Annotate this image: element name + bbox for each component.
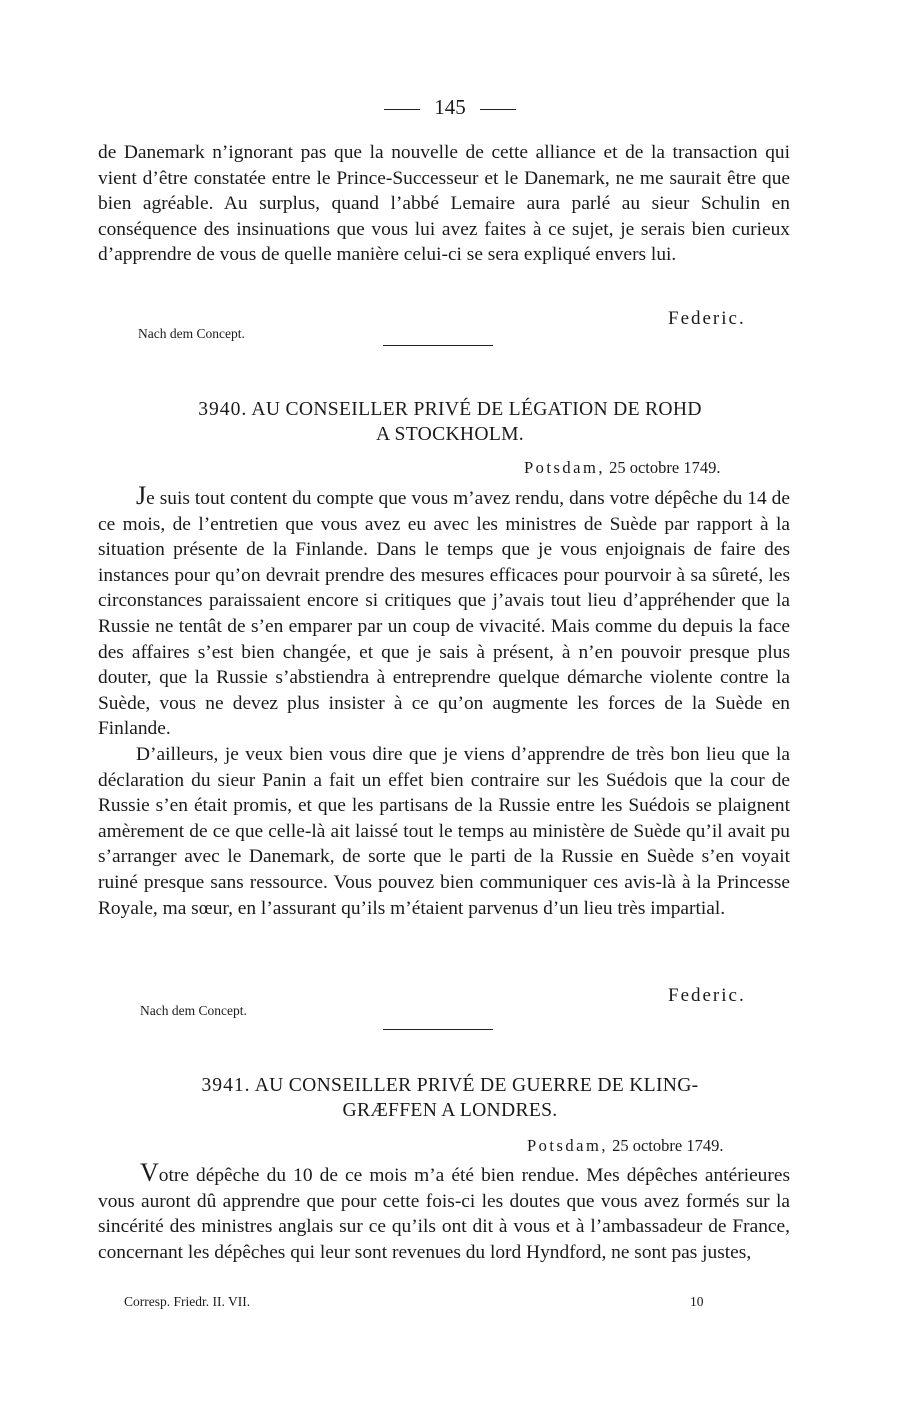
letter-3940-initial: J bbox=[136, 481, 147, 510]
letter-3941-initial: V bbox=[140, 1158, 159, 1187]
letter-3940-number: 3940. bbox=[198, 399, 248, 420]
letter-3941-number: 3941. bbox=[201, 1075, 251, 1096]
letter-3941-paragraph-1-text: otre dépêche du 10 de ce mois m’a été bien rendue. Mes dépêches antérieures vous auront dû apprendre que pour cette fois-ci les doutes que vous avez formés sur la sincérité des ministres anglais sur ce qu’ils ont dit à vous et à l’ambassadeur de France, concernant les dépêches qui leur sont revenues du lord Hyndford, ne sont pas justes, bbox=[98, 1165, 790, 1263]
intro-source-note: Nach dem Concept. bbox=[138, 326, 245, 341]
footer-signature-number: 10 bbox=[690, 1294, 704, 1309]
letter-3940-paragraph-2: D’ailleurs, je veux bien vous dire que je viens d’apprendre de très bon lieu que la déclaration du sieur Panin a fait un effet bien contraire sur les Suédois que la cour de Russie s’en était promis, et que les partisans de la Russie entre les Suédois se plaignent amèrement de ce que celle-là ait laissé tout le temps au ministère de Suède qu’il avait pu s’arranger avec le Danemark, de sorte que le parti de la Russie en Suède s’en voyait ruiné presque sans ressource. Vous pouvez bien communiquer ces avis-là à la Princesse Royale, ma sœur, en l’assurant qu’ils m’étaient parvenus d’un lieu très impartial. bbox=[98, 743, 790, 919]
page-number-dash-left bbox=[384, 109, 420, 110]
footer-series-title: Corresp. Friedr. II. VII. bbox=[124, 1294, 251, 1309]
letter-3941-body bbox=[98, 1160, 790, 1265]
letter-3940-heading bbox=[110, 397, 790, 447]
letter-3941-heading-line1: AU CONSEILLER PRIVÉ DE GUERRE DE KLING- bbox=[254, 1075, 699, 1096]
intro-block bbox=[98, 140, 790, 268]
letter-3940-place: Potsdam, bbox=[524, 458, 605, 477]
letter-3940-body bbox=[98, 483, 790, 921]
letter-3940-paragraph-1-text: e suis tout content du compte que vous m’avez rendu, dans votre dépêche du 14 de ce mois, de l’entretien que vous avez eu avec les ministres de Suède par rapport à la situation présente de la Finlande. Dans le temps que je vous enjoignais de faire des instances pour qu’on devrait prendre des mesures efficaces pour pourvoir à sa sûreté, les circonstances paraissaient encore si critiques que j’avais tout lieu d’appréhender que la Russie ne tentât de s’en emparer par un coup de vivacité. Mais comme du depuis la face des affaires s’est bien changée, et que je sais à présent, à n’en pouvoir presque plus douter, que la Russie s’abstiendra à entreprendre quelque démarche violente contre la Suède, vous ne devez plus insister à ce qu’on augmente les forces de la Suède en Finlande. bbox=[98, 488, 790, 740]
page-number bbox=[0, 95, 900, 120]
letter-3940-heading-line2: A STOCKHOLM. bbox=[375, 424, 525, 445]
letter-3941-paragraph-1 bbox=[98, 1160, 790, 1265]
letter-3940-source-note: Nach dem Concept. bbox=[140, 1003, 247, 1018]
letter-3941-dateline bbox=[527, 1136, 723, 1156]
letter-3940-date: 25 octobre 1749. bbox=[609, 458, 721, 477]
letter-3941-heading-line2: GRÆFFEN A LONDRES. bbox=[342, 1100, 558, 1121]
letter-3941-heading bbox=[110, 1073, 790, 1123]
letter-3940-paragraph-1 bbox=[98, 483, 790, 742]
section-divider-1 bbox=[383, 345, 493, 346]
letter-3941-place: Potsdam, bbox=[527, 1136, 608, 1155]
letter-3940-heading-line1: AU CONSEILLER PRIVÉ DE LÉGATION DE ROHD bbox=[251, 399, 702, 420]
intro-signature: Federic. bbox=[668, 308, 746, 329]
letter-3940-signature: Federic. bbox=[668, 985, 746, 1006]
letter-3940-dateline bbox=[524, 458, 720, 478]
intro-paragraph: de Danemark n’ignorant pas que la nouvelle de cette alliance et de la transaction qui vient d’être constatée entre le Prince-Successeur et le Danemark, ne me saurait être que bien agréable. Au surplus, quand l’abbé Lemaire aura parlé au sieur Schulin en conséquence des insinuations que vous lui avez faites à ce sujet, je serais bien curieux d’apprendre de vous de quelle manière celui-ci se sera expliqué envers lui. bbox=[98, 142, 790, 266]
page-number-text: 145 bbox=[434, 95, 466, 119]
section-divider-2 bbox=[383, 1029, 493, 1030]
page-number-dash-right bbox=[480, 109, 516, 110]
letter-3941-date: 25 octobre 1749. bbox=[612, 1136, 724, 1155]
